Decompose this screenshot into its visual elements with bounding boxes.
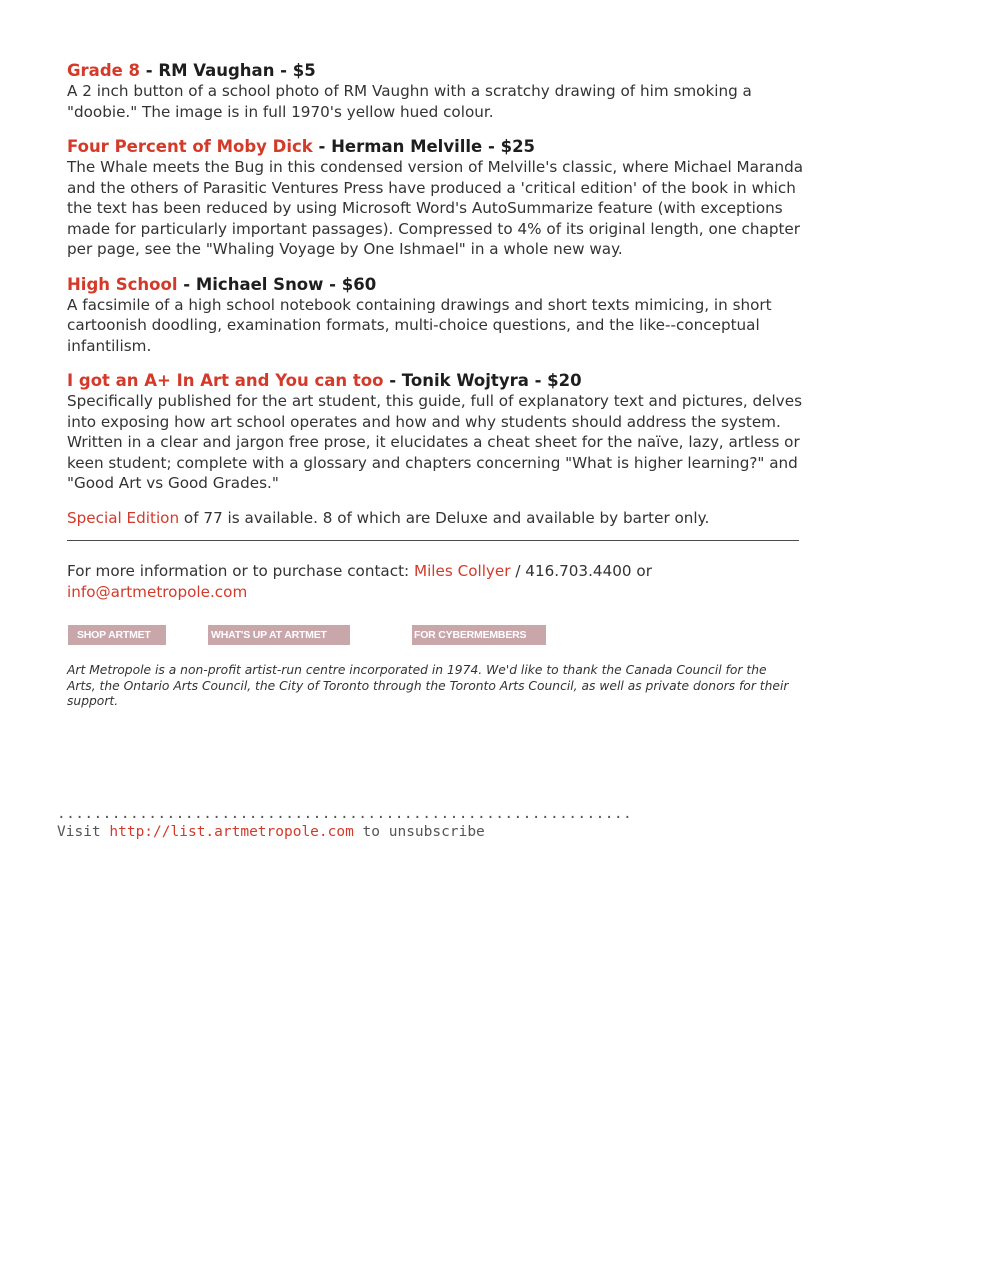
product-entry-high-school [67,274,807,357]
section-divider [67,540,799,541]
unsubscribe-link[interactable]: http://list.artmetropole.com [109,824,354,840]
product-entry-a-plus-in-art [67,370,807,494]
special-edition-note [67,508,807,529]
product-title-link[interactable]: Grade 8 [67,61,141,80]
product-title-link[interactable]: I got an A+ In Art and You can too [67,371,384,390]
newsletter-content [67,60,807,710]
product-byline: - RM Vaughan - $5 [140,61,316,80]
dotted-separator: ............................................................... [57,806,633,822]
contact-phone: / 416.703.4400 or [510,562,652,580]
entry-heading [67,370,807,391]
product-title-link[interactable]: High School [67,274,178,294]
contact-prefix: For more information or to purchase contact: [67,562,414,580]
shop-artmet-button[interactable]: SHOP ARTMET [68,625,166,645]
product-entry-moby-dick [67,136,807,260]
special-edition-text: of 77 is available. 8 of which are Deluxe and available by barter only. [179,508,710,527]
unsubscribe-prefix: Visit [57,824,110,840]
product-description: A facsimile of a high school notebook containing drawings and short texts mimicing, in short cartoonish doodling, examination formats, multi-choice questions, and the like--conceptual infantilism. [67,295,772,355]
product-byline: - Herman Melville - $25 [312,137,536,156]
special-edition-link[interactable]: Special Edition [67,508,180,527]
product-description: The Whale meets the Bug in this condensed version of Melville's classic, where Michael Maranda and the others of Parasitic Ventures Press have produced a 'critical edition' of the book in which the text has been reduced by using Microsoft Word's AutoSummarize feature (with exceptions made for particularly important passages). Compressed to 4% of its original length, one chapter per page, see the "Whaling Voyage by One Ishmael" in a whole new way. [67,158,804,258]
organization-footnote: Art Metropole is a non-profit artist-run centre incorporated in 1974. We'd like to thank the Canada Council for the Arts, the Ontario Arts Council, the City of Toronto through the Toronto Arts Council, as well as private donors for their support. [67,663,789,708]
whats-up-button[interactable]: WHAT'S UP AT ARTMET [208,625,350,645]
product-description: Specifically published for the art student, this guide, full of explanatory text and pictures, delves into exposing how art school operates and how and why students should address the system. Written in a clear and jargon free prose, it elucidates a cheat sheet for the naïve, lazy, artless or keen student; complete with a glossary and chapters concerning "What is higher learning?" and "Good Art vs Good Grades." [67,392,802,492]
product-byline: - Tonik Wojtyra - $20 [383,371,582,390]
entry-heading [67,60,807,81]
cybermembers-button[interactable]: FOR CYBERMEMBERS [412,625,546,645]
mailing-list-footer [57,806,632,842]
product-description: A 2 inch button of a school photo of RM Vaughn with a scratchy drawing of him smoking a "doobie." The image is in full 1970's yellow hued colour. [67,82,752,121]
contact-info [67,561,807,602]
product-entry-grade-8 [67,60,807,122]
entry-heading [67,274,807,295]
unsubscribe-suffix: to unsubscribe [353,824,485,840]
entry-heading [67,136,807,157]
product-title-link[interactable]: Four Percent of Moby Dick [67,137,313,156]
nav-button-row [68,624,807,646]
unsubscribe-line [57,822,632,842]
contact-email-link[interactable]: info@artmetropole.com [67,582,248,601]
contact-name-link[interactable]: Miles Collyer [413,562,511,580]
product-byline: - Michael Snow - $60 [177,274,377,294]
